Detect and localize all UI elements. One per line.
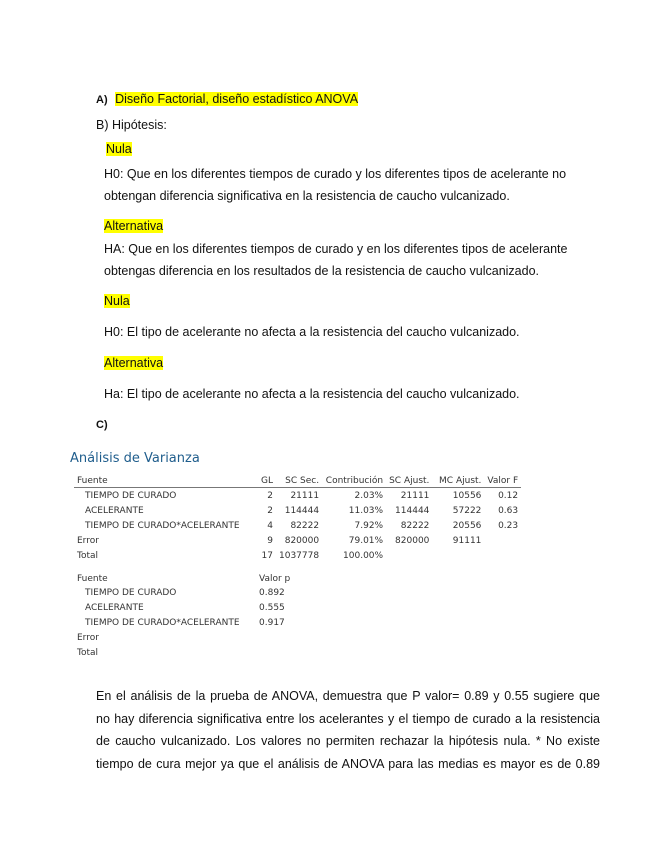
- header-valor-f: Valor F: [484, 474, 521, 488]
- table-row: [74, 488, 521, 504]
- hyp1-alt-label: Alternativa: [104, 219, 164, 233]
- cell-mc-ajust: 57222: [452, 505, 482, 516]
- cell-sc-ajust: 82222: [400, 520, 430, 531]
- cell-gl: 2: [267, 490, 273, 501]
- cell-valor-p: 0.555: [259, 602, 285, 613]
- cell-valor-f: 0.12: [498, 490, 519, 501]
- table-row: [74, 630, 296, 645]
- cell-sc-ajust: 21111: [400, 490, 430, 501]
- cell-valor-p: [256, 630, 296, 645]
- cell-mc-ajust: [432, 548, 484, 563]
- hyp1-null-line2: obtengan diferencia significativa en la resistencia de caucho vulcanizado.: [104, 189, 510, 203]
- cell-sc-sec: 21111: [290, 490, 320, 501]
- header-mc-ajust: MC Ajust.: [432, 474, 484, 488]
- header-contribucion: Contribución: [322, 474, 386, 488]
- cell-valor-f: 0.63: [498, 505, 519, 516]
- header-sc-ajust: SC Ajust.: [386, 474, 432, 488]
- cell-fuente: Total: [77, 647, 99, 658]
- cell-valor-f: [484, 548, 521, 563]
- cell-mc-ajust: 10556: [452, 490, 482, 501]
- header-fuente: Fuente: [77, 573, 108, 584]
- cell-contribucion: 100.00%: [343, 550, 384, 561]
- cell-valor-p: 0.892: [259, 587, 285, 598]
- table-row: [74, 518, 521, 533]
- hyp1-null-label: Nula: [106, 142, 132, 156]
- section-c-label: C): [96, 419, 108, 431]
- cell-mc-ajust: 20556: [452, 520, 482, 531]
- cell-sc-ajust: 820000: [395, 535, 430, 546]
- cell-fuente: TIEMPO DE CURADO*ACELERANTE: [85, 617, 240, 628]
- table-row: [74, 645, 296, 660]
- cell-contribucion: 2.03%: [354, 490, 384, 501]
- cell-valor-f: [484, 533, 521, 548]
- cell-gl: 17: [261, 550, 273, 561]
- anova-header-row: [74, 474, 521, 488]
- cell-sc-sec: 1037778: [279, 550, 320, 561]
- table-row: [74, 503, 521, 518]
- conclusion-line: de caucho vulcanizado. Los valores no permiten rechazar la hipótesis nula. * No existe: [96, 734, 600, 749]
- cell-fuente: TIEMPO DE CURADO: [85, 587, 177, 598]
- anova-table: [74, 474, 521, 563]
- cell-sc-ajust: 114444: [395, 505, 430, 516]
- hyp2-null-label: Nula: [104, 294, 130, 308]
- cell-contribucion: 11.03%: [348, 505, 384, 516]
- conclusion-line: tiempo de cura mejor ya que el análisis de ANOVA para las medias es mayor es de 0.89: [96, 756, 600, 771]
- anova-title: Análisis de Varianza: [70, 451, 200, 466]
- hyp1-alt-line1: HA: Que en los diferentes tiempos de curado y en los diferentes tipos de acelerante: [104, 242, 568, 256]
- cell-fuente: ACELERANTE: [85, 602, 144, 613]
- hyp2-alt-text: Ha: El tipo de acelerante no afecta a la resistencia del caucho vulcanizado.: [104, 387, 520, 401]
- cell-valor-p: [256, 645, 296, 660]
- conclusion-paragraph: [96, 685, 600, 775]
- cell-fuente: Error: [77, 535, 99, 546]
- cell-fuente: TIEMPO DE CURADO: [85, 490, 177, 501]
- header-gl: GL: [256, 474, 276, 488]
- cell-fuente: Error: [77, 632, 99, 643]
- cell-sc-sec: 114444: [284, 505, 320, 516]
- cell-valor-f: 0.23: [498, 520, 519, 531]
- cell-fuente: ACELERANTE: [85, 505, 144, 516]
- cell-gl: 4: [267, 520, 273, 531]
- cell-gl: 2: [267, 505, 273, 516]
- section-a-label: A): [96, 94, 108, 106]
- cell-sc-sec: 82222: [290, 520, 320, 531]
- cell-fuente: Total: [77, 550, 99, 561]
- table-row: [74, 600, 296, 615]
- cell-sc-ajust: [386, 548, 432, 563]
- cell-fuente: TIEMPO DE CURADO*ACELERANTE: [85, 520, 240, 531]
- header-valor-p: Valor p: [259, 573, 291, 584]
- section-a-text: Diseño Factorial, diseño estadístico ANOVA: [115, 92, 359, 106]
- section-a: [96, 92, 358, 106]
- header-fuente: Fuente: [74, 474, 256, 488]
- table-row: [74, 548, 521, 563]
- hyp2-alt-label: Alternativa: [104, 356, 164, 370]
- cell-contribucion: 7.92%: [354, 520, 384, 531]
- pvalue-header-row: [74, 572, 296, 585]
- cell-valor-p: 0.917: [259, 617, 285, 628]
- table-row: [74, 533, 521, 548]
- section-b-label: B) Hipótesis:: [96, 118, 167, 132]
- cell-gl: 9: [267, 535, 273, 546]
- table-row: [74, 615, 296, 630]
- cell-contribucion: 79.01%: [348, 535, 384, 546]
- cell-sc-sec: 820000: [284, 535, 320, 546]
- conclusion-line: no hay diferencia significativa entre los acelerantes y el tiempo de curado a la resistencia: [96, 711, 600, 726]
- header-sc-sec: SC Sec.: [276, 474, 322, 488]
- hyp1-null-line1: H0: Que en los diferentes tiempos de curado y los diferentes tipos de acelerante no: [104, 167, 567, 181]
- conclusion-line: En el análisis de la prueba de ANOVA, demuestra que P valor= 0.89 y 0.55 sugiere que: [96, 689, 600, 703]
- hyp1-alt-line2: obtengas diferencia en los resultados de la resistencia de caucho vulcanizado.: [104, 264, 539, 278]
- pvalue-table: [74, 572, 296, 660]
- hyp2-null-text: H0: El tipo de acelerante no afecta a la resistencia del caucho vulcanizado.: [104, 325, 520, 339]
- table-row: [74, 585, 296, 600]
- cell-mc-ajust: 91111: [452, 535, 482, 546]
